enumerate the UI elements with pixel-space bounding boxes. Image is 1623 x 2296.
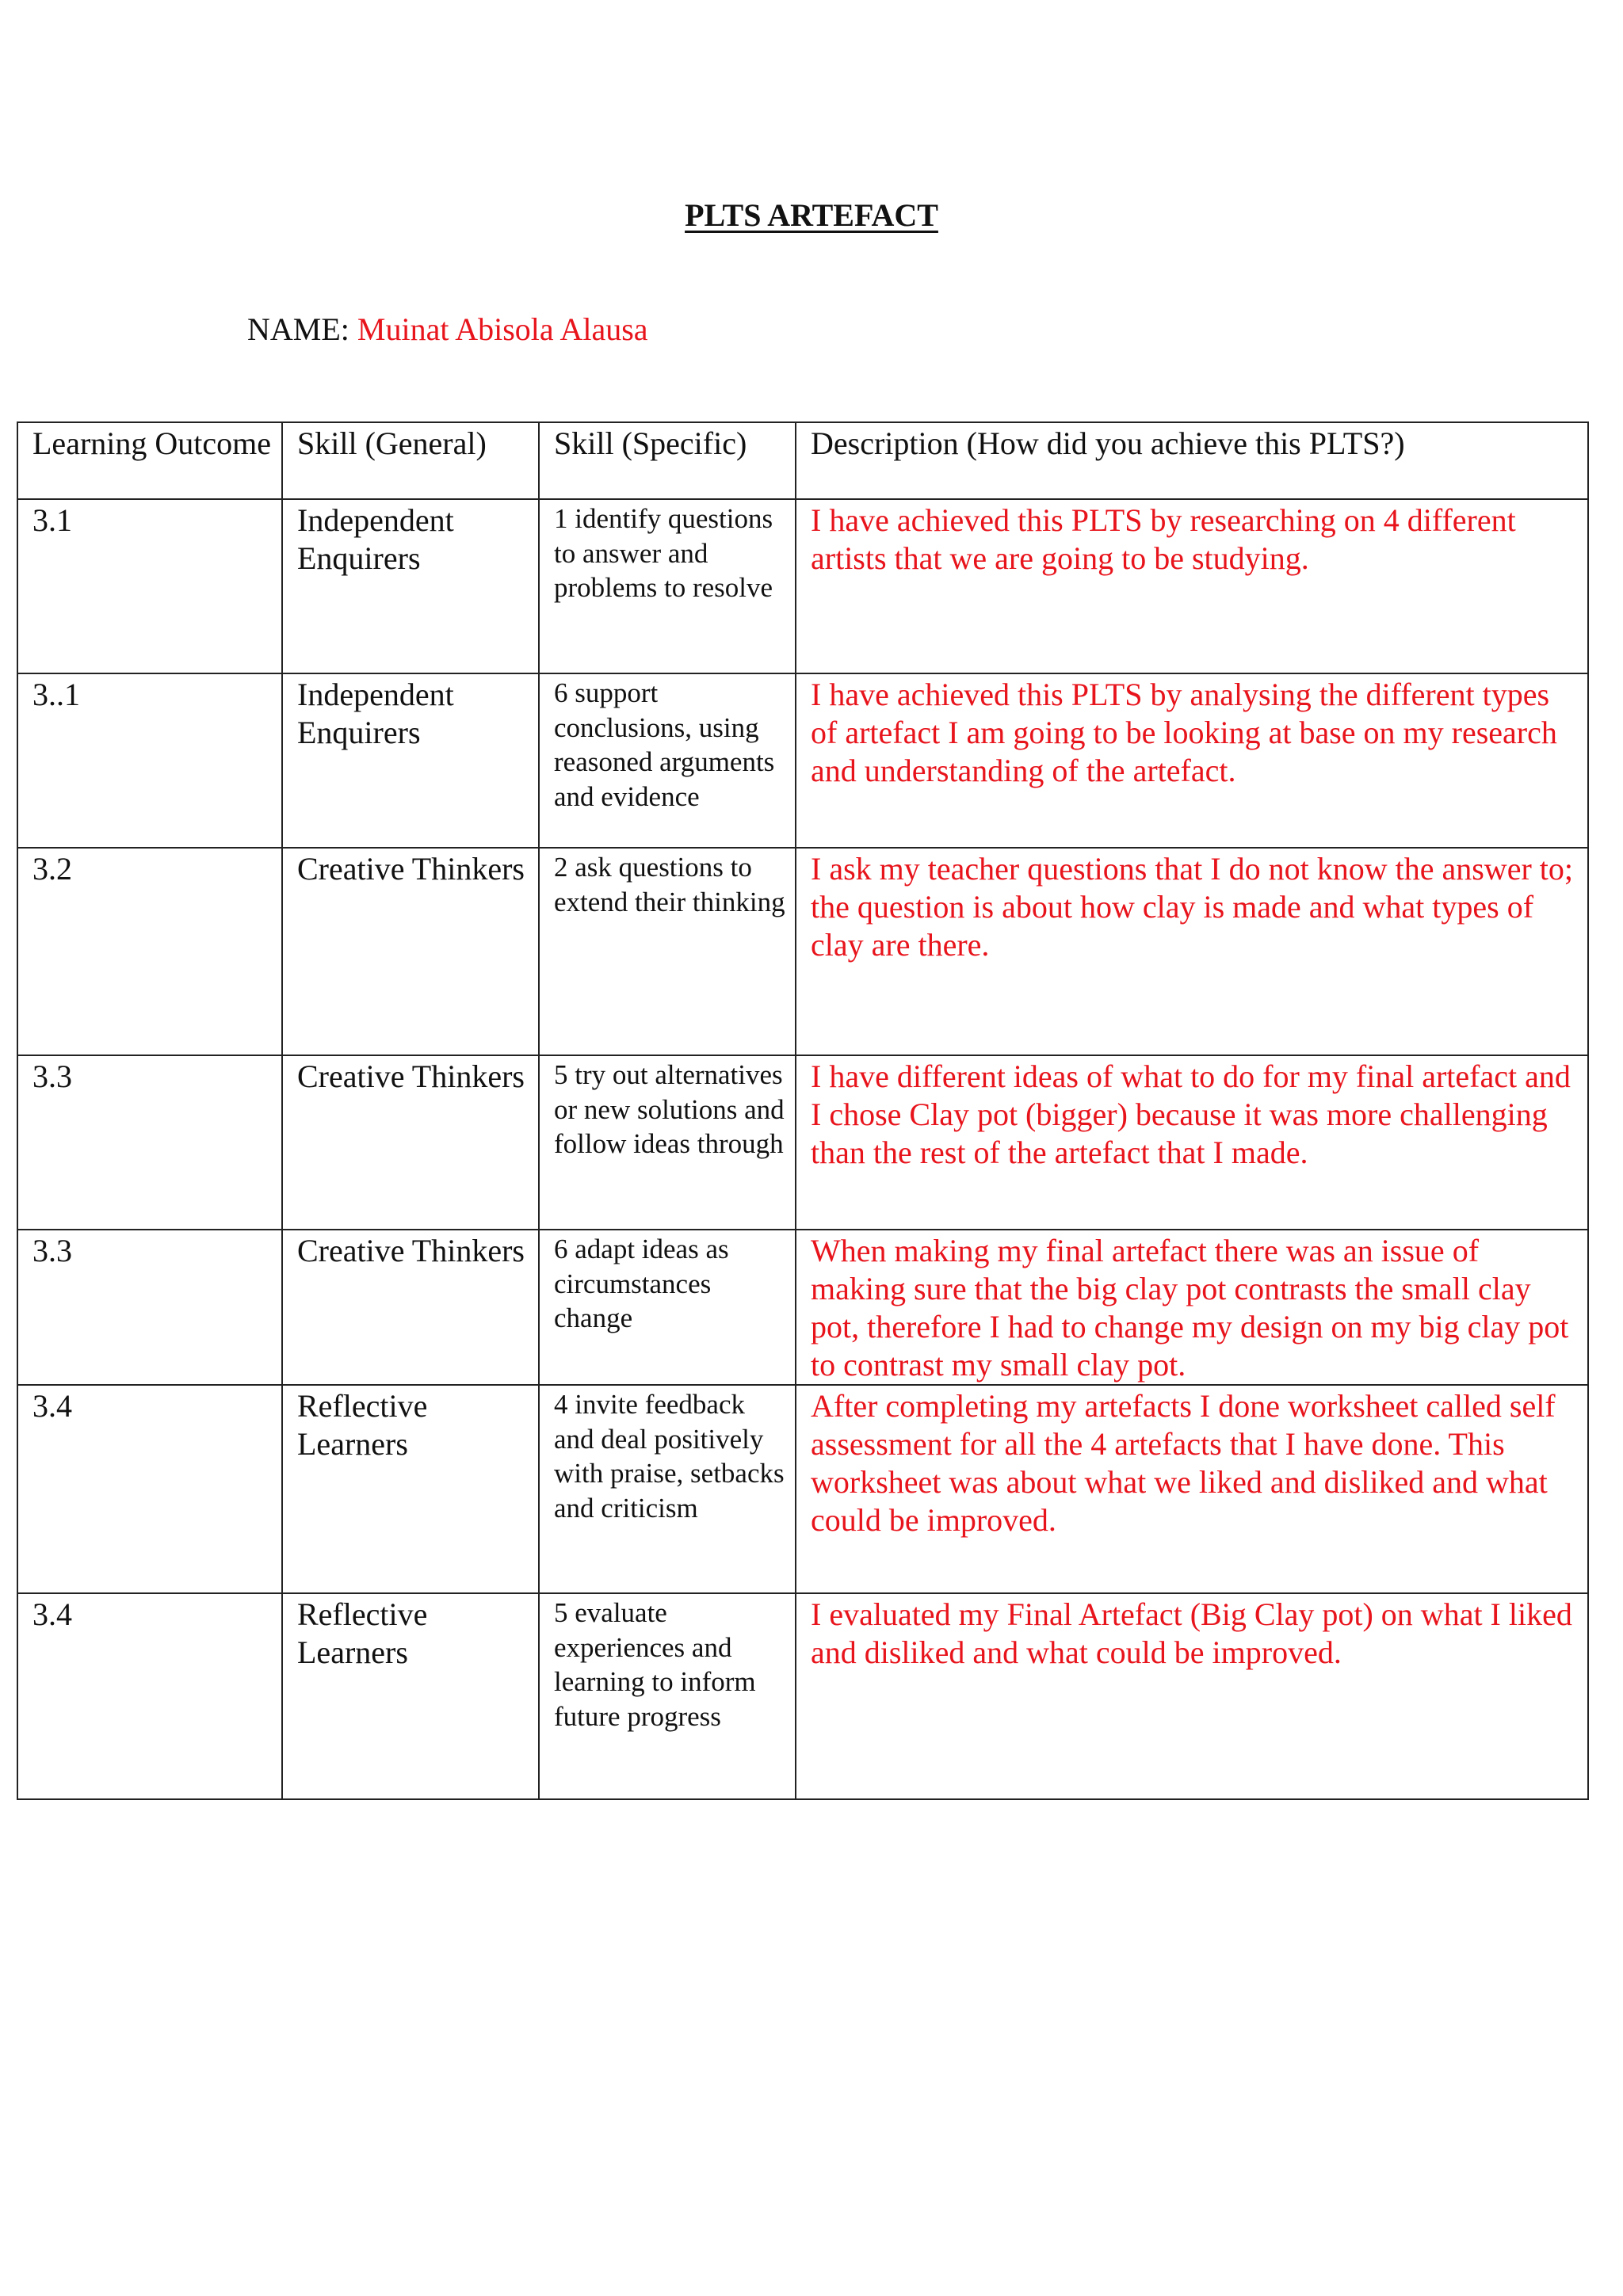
header-description: Description (How did you achieve this PLTS?) xyxy=(796,422,1588,499)
cell-skill-general: Independent Enquirers xyxy=(282,499,539,673)
header-skill-specific: Skill (Specific) xyxy=(539,422,796,499)
cell-skill-general: Reflective Learners xyxy=(282,1593,539,1799)
cell-learning-outcome: 3.3 xyxy=(17,1055,282,1230)
cell-description: I have achieved this PLTS by researching on 4 different artists that we are going to be studying. xyxy=(796,499,1588,673)
cell-learning-outcome: 3.4 xyxy=(17,1593,282,1799)
header-skill-general: Skill (General) xyxy=(282,422,539,499)
name-line xyxy=(247,311,648,349)
table-row xyxy=(17,1385,1588,1593)
cell-skill-specific: 5 evaluate experiences and learning to inform future progress xyxy=(539,1593,796,1799)
cell-learning-outcome: 3.4 xyxy=(17,1385,282,1593)
cell-description: I have different ideas of what to do for my final artefact and I chose Clay pot (bigger) because it was more challenging than the rest of the artefact that I made. xyxy=(796,1055,1588,1230)
cell-description: When making my final artefact there was an issue of making sure that the big clay pot contrasts the small clay pot, therefore I had to change my design on my big clay pot to contrast my small clay pot. xyxy=(796,1230,1588,1385)
cell-skill-general: Reflective Learners xyxy=(282,1385,539,1593)
name-label: NAME: xyxy=(247,311,349,347)
cell-skill-specific: 6 adapt ideas as circumstances change xyxy=(539,1230,796,1385)
cell-skill-specific: 6 support conclusions, using reasoned arguments and evidence xyxy=(539,673,796,848)
table-row xyxy=(17,1230,1588,1385)
table-header-row xyxy=(17,422,1588,499)
cell-skill-specific: 5 try out alternatives or new solutions and follow ideas through xyxy=(539,1055,796,1230)
header-learning-outcome: Learning Outcome xyxy=(17,422,282,499)
cell-skill-general: Independent Enquirers xyxy=(282,673,539,848)
table-row xyxy=(17,848,1588,1055)
student-name: Muinat Abisola Alausa xyxy=(357,311,648,347)
cell-description: I have achieved this PLTS by analysing the different types of artefact I am going to be looking at base on my research and understanding of the artefact. xyxy=(796,673,1588,848)
cell-learning-outcome: 3..1 xyxy=(17,673,282,848)
table-row xyxy=(17,499,1588,673)
plts-table xyxy=(17,421,1589,1800)
cell-skill-specific: 1 identify questions to answer and problems to resolve xyxy=(539,499,796,673)
cell-skill-general: Creative Thinkers xyxy=(282,1055,539,1230)
cell-description: I evaluated my Final Artefact (Big Clay pot) on what I liked and disliked and what could be improved. xyxy=(796,1593,1588,1799)
cell-description: I ask my teacher questions that I do not know the answer to; the question is about how clay is made and what types of clay are there. xyxy=(796,848,1588,1055)
table-row xyxy=(17,1593,1588,1799)
cell-skill-general: Creative Thinkers xyxy=(282,848,539,1055)
cell-learning-outcome: 3.1 xyxy=(17,499,282,673)
cell-learning-outcome: 3.3 xyxy=(17,1230,282,1385)
table-row xyxy=(17,1055,1588,1230)
cell-learning-outcome: 3.2 xyxy=(17,848,282,1055)
cell-skill-general: Creative Thinkers xyxy=(282,1230,539,1385)
cell-skill-specific: 4 invite feedback and deal positively with praise, setbacks and criticism xyxy=(539,1385,796,1593)
table-row xyxy=(17,673,1588,848)
cell-skill-specific: 2 ask questions to extend their thinking xyxy=(539,848,796,1055)
cell-description: After completing my artefacts I done worksheet called self assessment for all the 4 artefacts that I have done. This worksheet was about what we liked and disliked and what could be improved. xyxy=(796,1385,1588,1593)
page-title: PLTS ARTEFACT xyxy=(685,197,938,233)
